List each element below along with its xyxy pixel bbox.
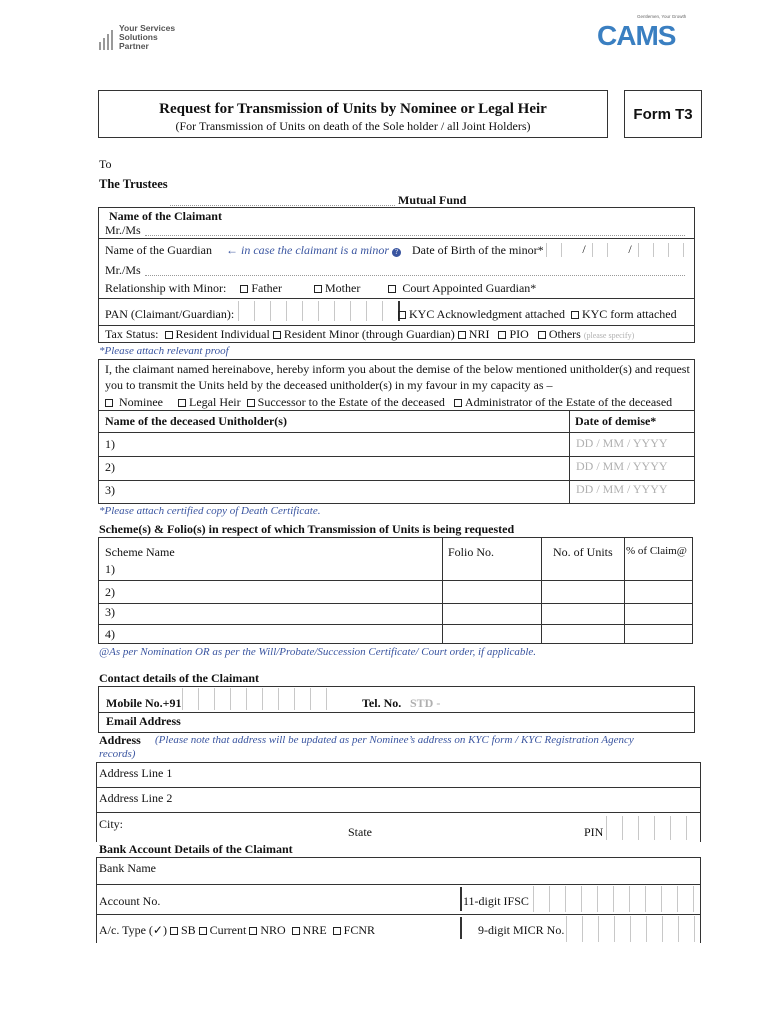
claimant-mr-ms: Mr./Ms <box>105 223 141 237</box>
nomination-note: @As per Nomination OR as per the Will/Probate/Succession Certificate/ Court order, if applicable. <box>99 646 537 658</box>
kyc-ack-checkbox[interactable] <box>398 311 406 319</box>
guardian-note-text: in case the claimant is a minor <box>241 243 389 257</box>
father-label: Father <box>251 281 282 295</box>
nominee-checkbox[interactable] <box>105 399 113 407</box>
scheme-row-3: 3) <box>105 605 115 619</box>
arrow-left-icon: ← <box>226 243 238 257</box>
demise-date-1[interactable]: DD / MM / YYYY <box>576 436 668 450</box>
col-scheme-name: Scheme Name <box>105 545 175 559</box>
brand-logo <box>99 24 189 52</box>
successor-label: Successor to the Estate of the deceased <box>257 395 445 409</box>
pin-label: PIN <box>584 825 604 839</box>
bank-name-label[interactable]: Bank Name <box>99 861 156 875</box>
demise-date-2[interactable]: DD / MM / YYYY <box>576 459 668 473</box>
mutual-fund-field[interactable] <box>170 205 395 206</box>
father-checkbox[interactable] <box>240 285 248 293</box>
mobile-label: Mobile No.+91 <box>106 696 182 710</box>
deceased-row-3: 3) <box>105 483 115 497</box>
address-line-2[interactable]: Address Line 2 <box>99 791 173 805</box>
dob-label: Date of Birth of the minor* <box>412 243 544 257</box>
mobile-cells[interactable] <box>182 688 328 710</box>
resident-individual-label: Resident Individual <box>175 327 270 341</box>
micr-cells[interactable] <box>566 916 710 942</box>
scheme-row-4: 4) <box>105 627 115 641</box>
pin-cells[interactable] <box>606 816 688 840</box>
nre-label: NRE <box>302 923 327 937</box>
brand-logo-line-2: Solutions <box>119 32 158 42</box>
dob-slash-2: / <box>628 242 632 256</box>
ifsc-cells[interactable] <box>533 886 709 912</box>
tax-status-label: Tax Status: <box>105 327 159 341</box>
brand-logo-line-1: Your Services <box>119 23 176 33</box>
declaration-line-1: I, the claimant named hereinabove, hereby inform you about the demise of the below mentioned unitholder(s) and request <box>105 362 690 376</box>
kyc-ack-label: KYC Acknowledgment attached <box>409 307 565 321</box>
declaration-line-2: you to transmit the Units held by the deceased unitholder(s) in my favour in my capacity as – <box>105 378 553 392</box>
title-box <box>98 90 608 138</box>
col-percent-claim: % of Claim@ <box>626 545 687 557</box>
col-folio-no: Folio No. <box>448 545 495 559</box>
cams-logo-text: CAMS <box>597 20 676 51</box>
sb-checkbox[interactable] <box>170 927 178 935</box>
fcnr-label: FCNR <box>343 923 376 937</box>
administrator-label: Administrator of the Estate of the deceased <box>464 395 673 409</box>
pio-checkbox[interactable] <box>498 331 506 339</box>
cams-logo <box>597 14 687 54</box>
demise-date-3[interactable]: DD / MM / YYYY <box>576 482 668 496</box>
relationship-row <box>105 281 536 296</box>
pio-label: PIO <box>509 327 529 341</box>
pan-cells[interactable] <box>238 301 400 321</box>
fcnr-checkbox[interactable] <box>333 927 341 935</box>
nri-checkbox[interactable] <box>458 331 466 339</box>
successor-checkbox[interactable] <box>247 399 255 407</box>
mother-label: Mother <box>325 281 361 295</box>
mutual-fund-label: Mutual Fund <box>398 193 467 207</box>
court-guardian-label: Court Appointed Guardian* <box>402 281 537 295</box>
to-label: To <box>99 157 112 171</box>
ifsc-label: 11-digit IFSC <box>463 894 529 908</box>
resident-minor-checkbox[interactable] <box>273 331 281 339</box>
brand-logo-line-3: Partner <box>119 41 149 51</box>
form-label: Form T3 <box>633 106 693 123</box>
contact-heading: Contact details of the Claimant <box>99 671 259 685</box>
question-icon: ? <box>392 248 401 257</box>
guardian-mr-ms: Mr./Ms <box>105 263 141 277</box>
email-label: Email Address <box>106 714 181 728</box>
demise-header: Date of demise* <box>575 414 657 428</box>
death-cert-note: *Please attach certified copy of Death Certificate. <box>99 505 321 517</box>
form-label-box <box>624 90 702 138</box>
std-placeholder[interactable]: STD - <box>410 696 441 710</box>
address-note: (Please note that address will be updated as per Nominee’s address on KYC form / KYC Registration Agency <box>155 734 634 746</box>
nre-checkbox[interactable] <box>292 927 300 935</box>
deceased-row-2: 2) <box>105 460 115 474</box>
form-title: Request for Transmission of Units by Nominee or Legal Heir <box>159 101 547 117</box>
trustees-label: The Trustees <box>99 177 168 191</box>
legal-heir-checkbox[interactable] <box>178 399 186 407</box>
resident-individual-checkbox[interactable] <box>165 331 173 339</box>
tax-status-row <box>105 327 634 342</box>
administrator-checkbox[interactable] <box>454 399 462 407</box>
resident-minor-label: Resident Minor (through Guardian) <box>283 327 455 341</box>
dob-cells[interactable] <box>546 243 698 257</box>
address-line-1[interactable]: Address Line 1 <box>99 766 173 780</box>
deceased-header: Name of the deceased Unitholder(s) <box>105 414 287 428</box>
dob-slash-1: / <box>582 242 586 256</box>
cams-tagline: Gentlemen, Your Growth <box>637 14 687 19</box>
relationship-label: Relationship with Minor: <box>105 281 227 295</box>
guardian-note <box>226 243 401 258</box>
schemes-heading: Scheme(s) & Folio(s) in respect of which Transmission of Units is being requested <box>99 522 515 536</box>
form-subtitle: (For Transmission of Units on death of the Sole holder / all Joint Holders) <box>175 119 531 133</box>
claimant-name-label: Name of the Claimant <box>109 209 222 223</box>
guardian-name-field[interactable] <box>145 275 685 276</box>
address-note-2: records) <box>99 748 136 760</box>
nominee-label: Nominee <box>119 395 163 409</box>
court-guardian-checkbox[interactable] <box>388 285 396 293</box>
mother-checkbox[interactable] <box>314 285 322 293</box>
address-label: Address <box>99 733 141 747</box>
others-checkbox[interactable] <box>538 331 546 339</box>
kyc-form-label: KYC form attached <box>581 307 677 321</box>
kyc-form-checkbox[interactable] <box>571 311 579 319</box>
current-checkbox[interactable] <box>199 927 207 935</box>
tel-label: Tel. No. <box>362 696 402 710</box>
pan-label: PAN (Claimant/Guardian): <box>105 307 235 321</box>
bars-icon <box>99 28 117 50</box>
proof-note: *Please attach relevant proof <box>99 345 229 357</box>
guardian-label: Name of the Guardian <box>105 243 212 257</box>
nri-label: NRI <box>468 327 490 341</box>
capacity-row <box>105 395 672 410</box>
others-label: Others <box>548 327 581 341</box>
nro-label: NRO <box>260 923 286 937</box>
ac-type-label: A/c. Type (✓) <box>99 923 167 937</box>
current-label: Current <box>209 923 247 937</box>
please-specify: (please specify) <box>583 331 635 340</box>
ac-type-row <box>99 923 375 938</box>
city-label[interactable]: City: <box>99 817 124 831</box>
col-no-of-units: No. of Units <box>553 545 613 559</box>
legal-heir-label: Legal Heir <box>189 395 241 409</box>
claimant-name-field[interactable] <box>145 235 685 236</box>
scheme-row-2: 2) <box>105 585 115 599</box>
bank-heading: Bank Account Details of the Claimant <box>99 842 293 856</box>
state-label[interactable]: State <box>348 825 372 839</box>
deceased-row-1: 1) <box>105 437 115 451</box>
nro-checkbox[interactable] <box>249 927 257 935</box>
account-no-label[interactable]: Account No. <box>99 894 161 908</box>
micr-label: 9-digit MICR No. <box>478 923 565 937</box>
kyc-row <box>398 307 677 322</box>
sb-label: SB <box>180 923 196 937</box>
scheme-row-1: 1) <box>105 562 115 576</box>
